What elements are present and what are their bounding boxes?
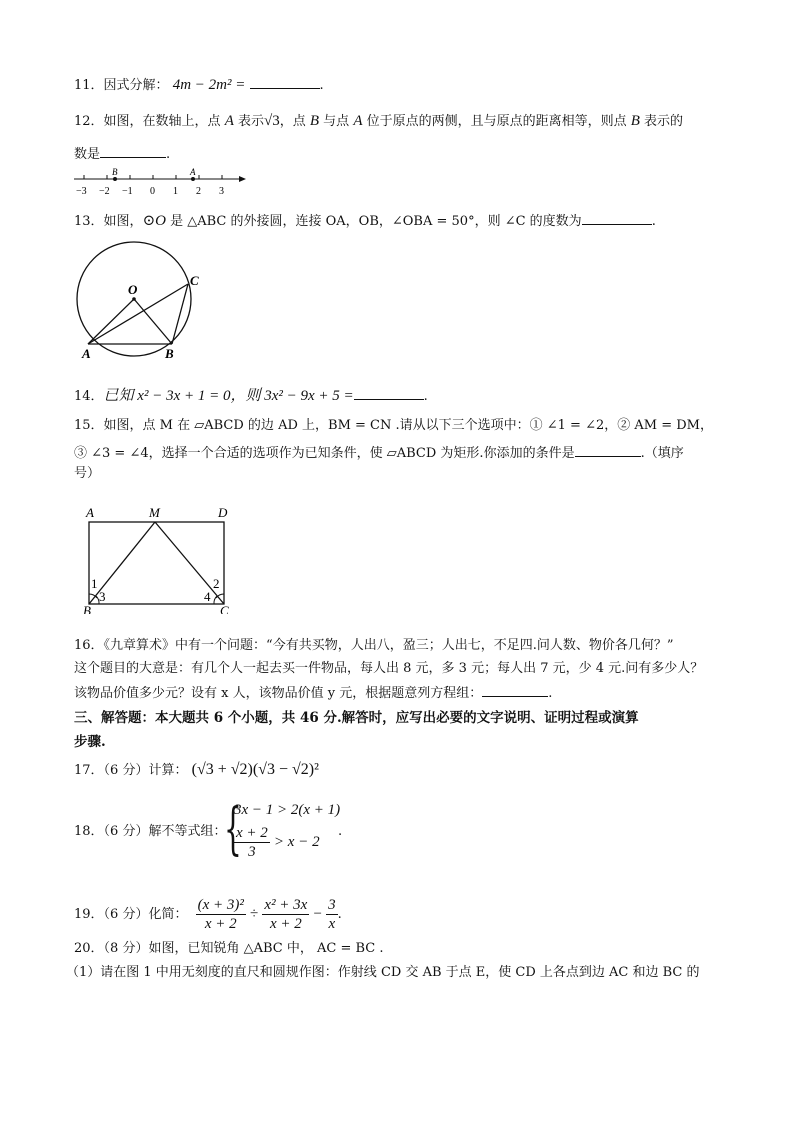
left-brace: { (224, 797, 242, 862)
question-19: 19．（6 分）化简： $\frac{\text{(x + 3)²}}{x + 2}$ ÷ $\frac{\text{x² + 3x}}{x + 2}$ − $\frac{3}{x}$ . (74, 897, 342, 932)
center-o-dot (132, 297, 136, 301)
inequality-1: 3x − 1 > 2(x + 1) (234, 802, 341, 818)
tick-label: 3 (219, 186, 224, 197)
question-15-line2: ③ ∠3 = ∠4，选择一个合适的选项作为已知条件，使 ▱ABCD 为矩形.你添加的条件是 .（填序 (74, 442, 684, 464)
tick-label: 1 (173, 186, 178, 197)
label-m: M (149, 505, 160, 520)
sqrt-3: √3 (264, 113, 280, 129)
section-3-heading: 三、解答题：本大题共 6 个小题，共 46 分.解答时，应写出必要的文字说明、证明过程或演算 (74, 710, 639, 726)
question-13: 13．如图，⊙O 是 △ABC 的外接圆，连接 OA，OB，∠OBA = 50°，则 ∠C 的度数为 . (74, 210, 656, 232)
question-11: 11．因式分解： 4m − 2m² = . (74, 74, 324, 96)
tick-label: −1 (122, 186, 133, 197)
angle-label-2: 2 (213, 576, 220, 591)
label-a: A (86, 505, 94, 520)
label-a: A (82, 346, 91, 361)
number-line-figure (70, 164, 250, 198)
answer-blank[interactable] (100, 143, 166, 158)
question-16-line3: 该物品价值多少元？设有 x 人，该物品价值 y 元，根据题意列方程组： . (74, 682, 552, 704)
question-16-line2: 这个题目的大意是：有几个人一起去买一件物品，每人出 8 元，多 3 元；每人出 7 元，少 4 元.问有多少人？ (74, 661, 704, 676)
angle-2-arc (216, 594, 224, 598)
question-12: 12．如图，在数轴上，点 A 表示√3，点 B 与点 A 位于原点的两侧，且与原点的距离相等，则点 B 表示的 (74, 113, 684, 129)
segment-oa (88, 299, 134, 344)
answer-blank[interactable] (582, 210, 652, 225)
question-20: 20．（8 分）如图，已知锐角 △ABC 中， AC = BC . (74, 941, 384, 956)
rectangle-figure (80, 504, 240, 614)
question-18: 18．（6 分）解不等式组： (74, 824, 227, 839)
label-c: C (190, 273, 199, 288)
angle-label-1: 1 (91, 576, 98, 591)
answer-blank[interactable] (482, 682, 548, 697)
question-14: 14．已知 x² − 3x + 1 = 0，则 3x² − 9x + 5 = . (74, 385, 428, 407)
point-b-dot (113, 177, 117, 181)
tick-label: −3 (76, 186, 87, 197)
angle-4-arc (214, 596, 217, 604)
section-3-heading-line2: 步骤. (74, 734, 106, 750)
segment-ac (88, 284, 188, 344)
question-16: 16．《九章算术》中有一个问题：“今有共买物，人出八，盈三；人出七，不足四.问人数、物价各几何？” (74, 638, 674, 653)
question-12-line2: 数是 . (74, 143, 170, 165)
question-15: 15．如图，点 M 在 ▱ABCD 的边 AD 上，BM = CN .请从以下三个选项中：① ∠1 = ∠2，② AM = DM， (74, 418, 713, 433)
answer-blank[interactable] (575, 442, 641, 457)
q11-expression: 4m − 2m² = (172, 77, 246, 93)
point-a-dot (191, 177, 195, 181)
circle-figure (68, 240, 218, 364)
answer-blank[interactable] (354, 385, 424, 400)
label-b: B (165, 346, 174, 361)
label-c: C (220, 603, 229, 614)
tick-label: 2 (196, 186, 201, 197)
tick-label: 0 (150, 186, 155, 197)
inequality-2: $\frac{x + 2}{3}$ > x − 2 (236, 825, 320, 860)
label-o: O (128, 282, 138, 297)
question-15-line3: 号） (74, 466, 101, 481)
segment-bc (172, 284, 188, 344)
point-b-label: B (112, 167, 118, 177)
question-20-part-1: （1）请在图 1 中用无刻度的直尺和圆规作图：作射线 CD 交 AB 于点 E，使 CD 上各点到边 AC 和边 BC 的 (66, 965, 700, 980)
segment-cm (155, 522, 224, 604)
tick-label: −2 (99, 186, 110, 197)
label-d: D (218, 505, 228, 520)
angle-label-4: 4 (204, 589, 211, 604)
answer-blank[interactable] (250, 74, 320, 89)
angle-label-3: 3 (99, 589, 106, 604)
label-b: B (83, 603, 91, 614)
number-line-ticks (84, 175, 222, 179)
q17-expression: (√3 + √2)(√3 − √2)² (191, 761, 319, 778)
point-a-label: A (190, 167, 196, 177)
question-17: 17．（6 分）计算： (√3 + √2)(√3 − √2)² (74, 761, 319, 778)
